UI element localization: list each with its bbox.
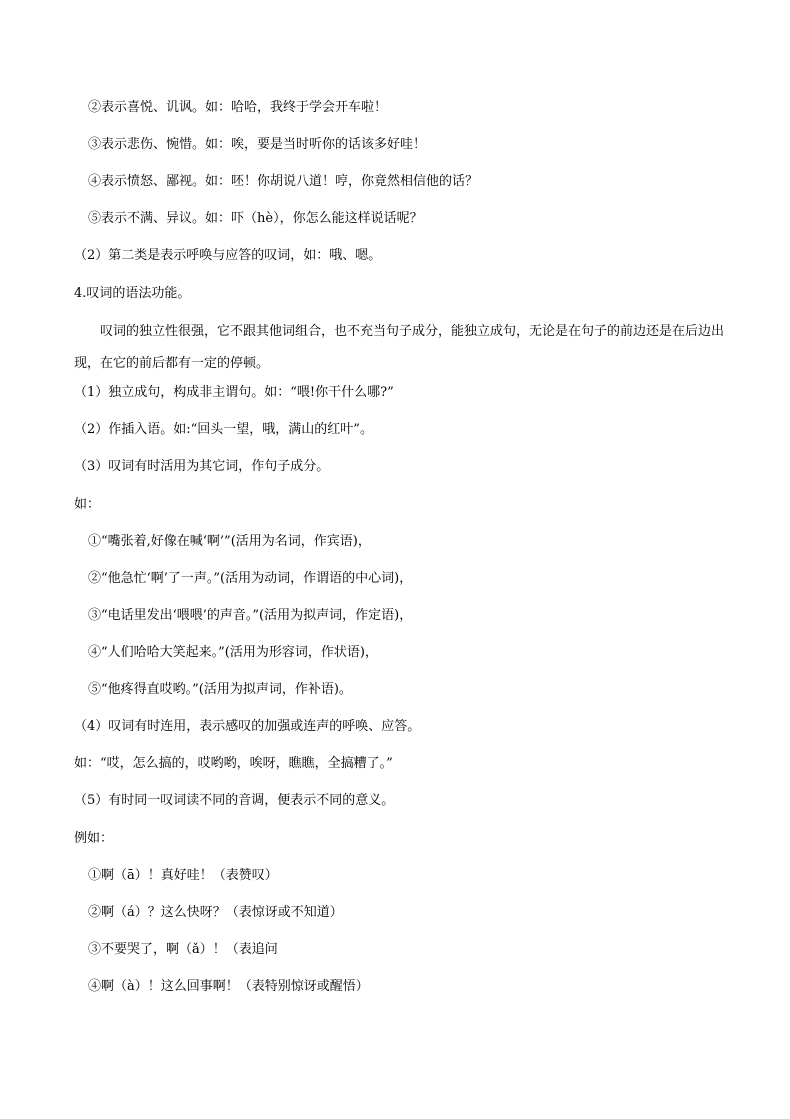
text-line: ③表示悲伤、惋惜。如：唉，要是当时听你的话该多好哇！ <box>88 137 427 152</box>
example-item: ②啊（á）？这么快呀？（表惊讶或不知道） <box>88 905 343 920</box>
example-item: ①“嘴张着,好像在喊‘啊’”(活用为名词，作宾语)， <box>88 534 371 549</box>
subheading: （2）第二类是表示呼唤与应答的叹词，如：哦、嗯。 <box>74 248 382 263</box>
example-item: ③“电话里发出‘喂喂’的声音。”(活用为拟声词，作定语)， <box>88 608 413 623</box>
text-line: ②表示喜悦、讥讽。如：哈哈，我终于学会开车啦！ <box>88 100 388 115</box>
example-item: ②“他急忙‘啊’了一声。”(活用为动词，作谓语的中心词)， <box>88 571 413 586</box>
example-item: ①啊（ā）！真好哇！（表赞叹） <box>88 868 278 883</box>
text-line: 如：“哎，怎么搞的，哎哟哟，唉呀，瞧瞧，全搞糟了。” <box>74 756 393 771</box>
text-line: （3）叹词有时活用为其它词，作句子成分。 <box>74 459 330 474</box>
example-item: ⑤“他疼得直哎哟。”(活用为拟声词，作补语)。 <box>88 682 352 697</box>
text-line: 如： <box>74 497 101 512</box>
example-item: ④“人们哈哈大笑起来。”(活用为形容词，作状语)， <box>88 645 378 660</box>
section-heading: 4.叹词的语法功能。 <box>74 286 191 301</box>
text-line: ④表示愤怒、鄙视。如：呸！你胡说八道！哼，你竟然相信他的话？ <box>88 174 479 189</box>
example-item: ③不要哭了，啊（ǎ）！（表追问 <box>88 942 278 957</box>
text-line: （4）叹词有时连用，表示感叹的加强或连声的呼唤、应答。 <box>74 719 421 734</box>
body-paragraph: 叹词的独立性很强，它不跟其他词组合，也不充当句子成分，能独立成句，无论是在句子的前边还是在后边出现，在它的前后都有一定的停顿。 <box>74 324 725 371</box>
text-line: 例如： <box>74 831 114 846</box>
text-line: （2）作插入语。如:“回头一望，哦，满山的红叶”。 <box>74 422 373 437</box>
text-line: （5）有时同一叹词读不同的音调，便表示不同的意义。 <box>74 793 395 808</box>
text-line: （1）独立成句，构成非主谓句。如：“喂!你干什么哪?” <box>74 385 394 400</box>
text-line: ⑤表示不满、异议。如：吓（hè），你怎么能这样说话呢？ <box>88 211 423 226</box>
example-item: ④啊（à）！这么回事啊！（表特别惊讶或醒悟） <box>88 979 369 994</box>
